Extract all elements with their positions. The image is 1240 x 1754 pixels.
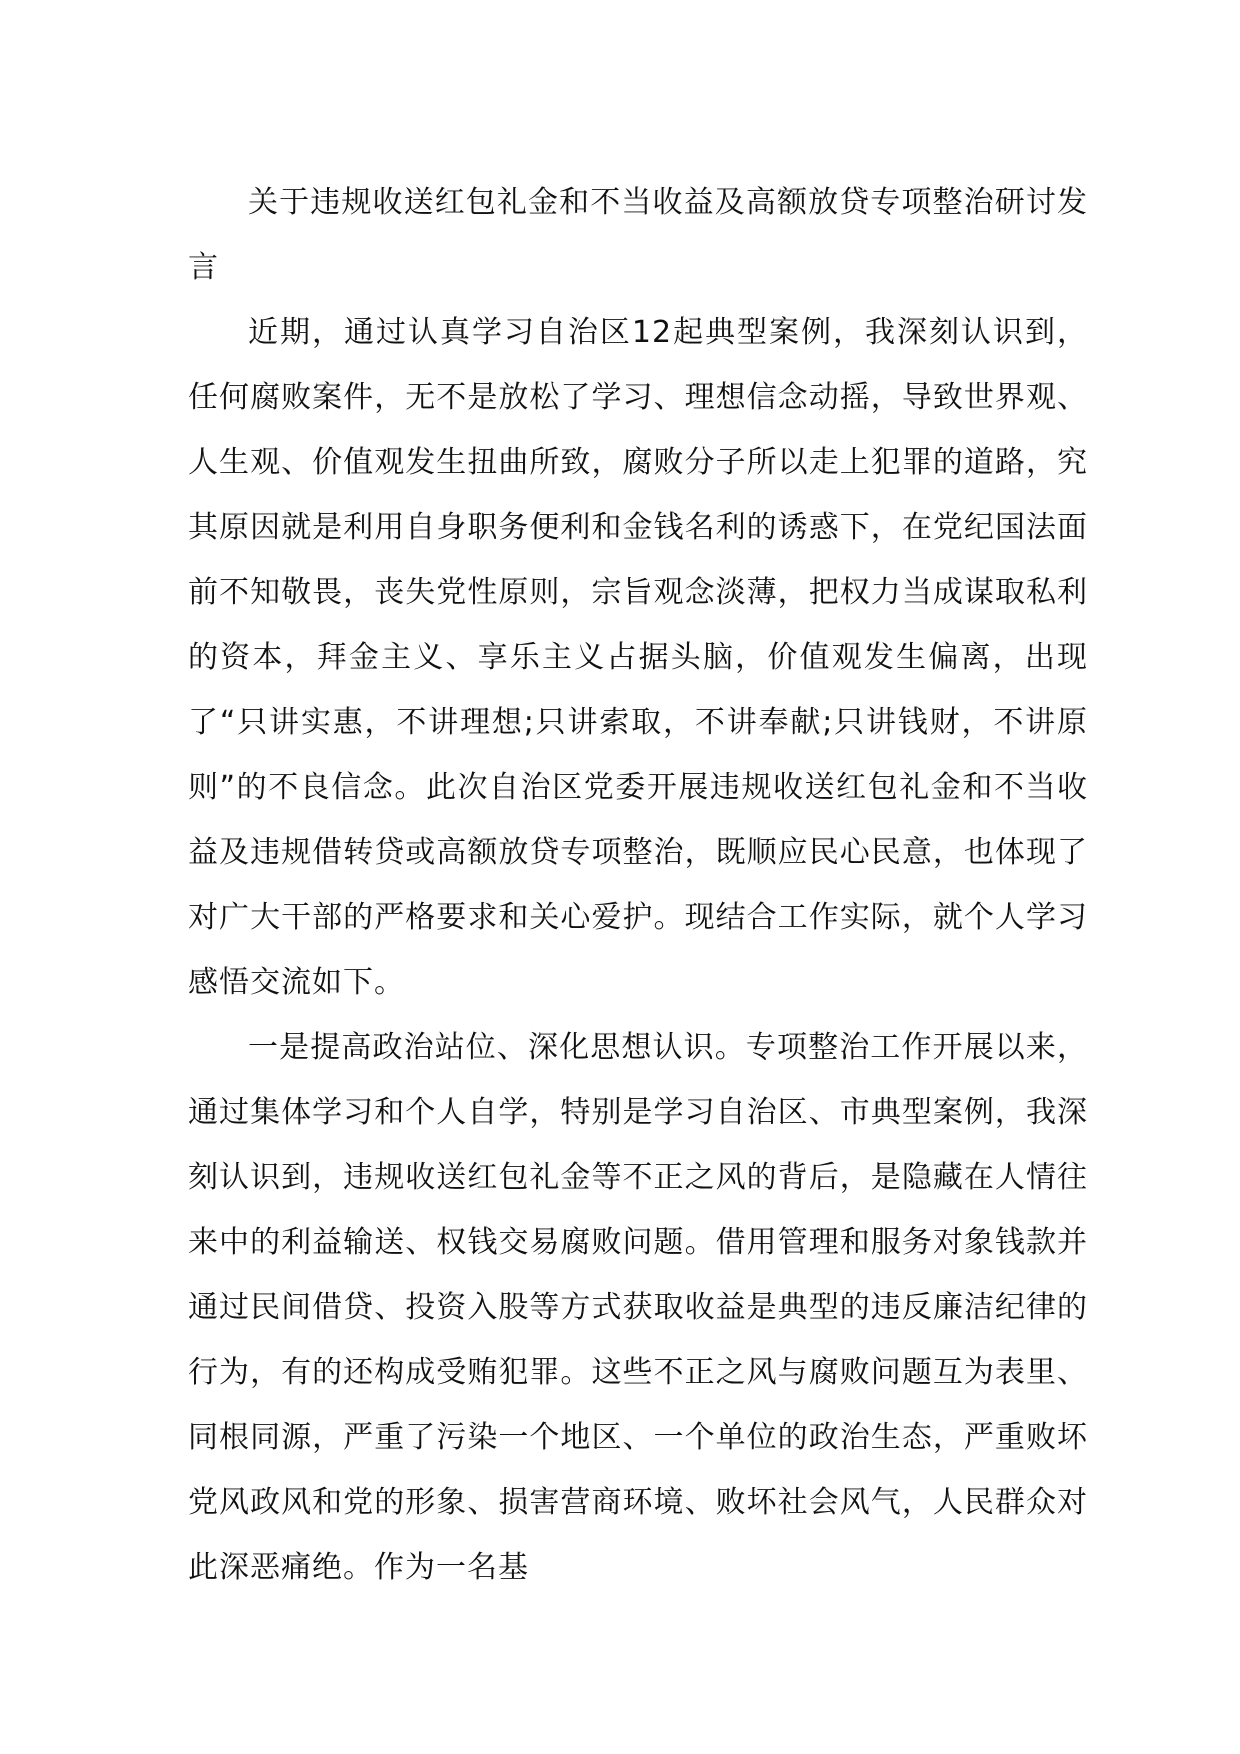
paragraph-point-one: 一是提高政治站位、深化思想认识。专项整治工作开展以来，通过集体学习和个人自学，特别是学习自治区、市典型案例，我深刻认识到，违规收送红包礼金等不正之风的背后，是隐藏在人情往来中的利益输送、权钱交易腐败问题。借用管理和服务对象钱款并通过民间借贷、投资入股等方式获取收益是典型的违反廉洁纪律的行为，有的还构成受贿犯罪。这些不正之风与腐败问题互为表里、同根同源，严重了污染一个地区、一个单位的政治生态，严重败坏党风政风和党的形象、损害营商环境、败坏社会风气，人民群众对此深恶痛绝。作为一名基 bbox=[188, 1030, 1088, 1585]
document-title: 关于违规收送红包礼金和不当收益及高额放贷专项整治研讨发言 bbox=[188, 185, 1088, 285]
paragraph-intro: 近期，通过认真学习自治区12起典型案例，我深刻认识到，任何腐败案件，无不是放松了学习、理想信念动摇，导致世界观、人生观、价值观发生扭曲所致，腐败分子所以走上犯罪的道路，究其原因就是利用自身职务便利和金钱名利的诱惑下，在党纪国法面前不知敬畏，丧失党性原则，宗旨观念淡薄，把权力当成谋取私利的资本，拜金主义、享乐主义占据头脑，价值观发生偏离，出现了“只讲实惠，不讲理想;只讲索取，不讲奉献;只讲钱财，不讲原则”的不良信念。此次自治区党委开展违规收送红包礼金和不当收益及违规借转贷或高额放贷专项整治，既顺应民心民意，也体现了对广大干部的严格要求和关心爱护。现结合工作实际，就个人学习感悟交流如下。 bbox=[188, 315, 1088, 1000]
document-body bbox=[188, 170, 1088, 1600]
